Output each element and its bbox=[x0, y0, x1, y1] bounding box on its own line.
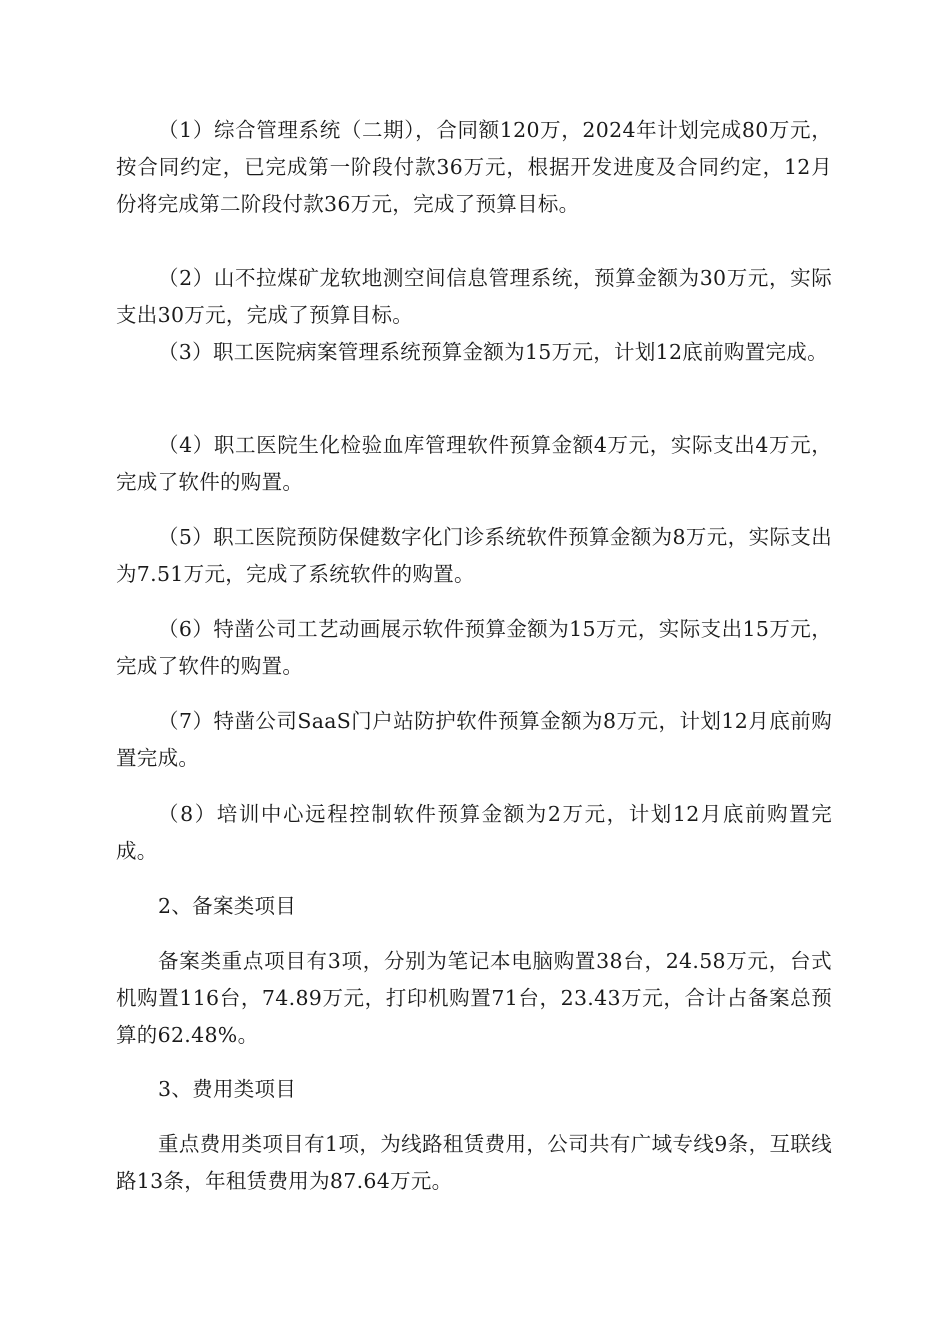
paragraph-item-4: （4）职工医院生化检验血库管理软件预算金额4万元，实际支出4万元，完成了软件的购置。 bbox=[116, 433, 832, 494]
paragraph-item-7: （7）特凿公司SaaS门户站防护软件预算金额为8万元，计划12月底前购置完成。 bbox=[116, 709, 832, 770]
paragraph-item-1: （1）综合管理系统（二期），合同额120万，2024年计划完成80万元，按合同约定，已完成第一阶段付款36万元，根据开发进度及合同约定，12月份将完成第二阶段付款36万元，完成了预算目标。 bbox=[116, 118, 832, 216]
section-body-filing-projects: 备案类重点项目有3项，分别为笔记本电脑购置38台，24.58万元，台式机购置116台，74.89万元，打印机购置71台，23.43万元，合计占备案总预算的62.48%。 bbox=[116, 949, 832, 1047]
section-heading-expense-projects: 3、费用类项目 bbox=[158, 1077, 297, 1101]
paragraph-item-5: （5）职工医院预防保健数字化门诊系统软件预算金额为8万元，实际支出为7.51万元，完成了系统软件的购置。 bbox=[116, 525, 832, 586]
paragraph-item-2: （2）山不拉煤矿龙软地测空间信息管理系统，预算金额为30万元，实际支出30万元，完成了预算目标。 bbox=[116, 266, 832, 327]
paragraph-item-3: （3）职工医院病案管理系统预算金额为15万元，计划12底前购置完成。 bbox=[158, 340, 828, 364]
section-body-expense-projects: 重点费用类项目有1项，为线路租赁费用，公司共有广域专线9条，互联线路13条，年租赁费用为87.64万元。 bbox=[116, 1132, 832, 1193]
paragraph-item-6: （6）特凿公司工艺动画展示软件预算金额为15万元，实际支出15万元，完成了软件的购置。 bbox=[116, 617, 832, 678]
paragraph-item-8: （8）培训中心远程控制软件预算金额为2万元，计划12月底前购置完成。 bbox=[116, 802, 832, 863]
section-heading-filing-projects: 2、备案类项目 bbox=[158, 894, 297, 918]
